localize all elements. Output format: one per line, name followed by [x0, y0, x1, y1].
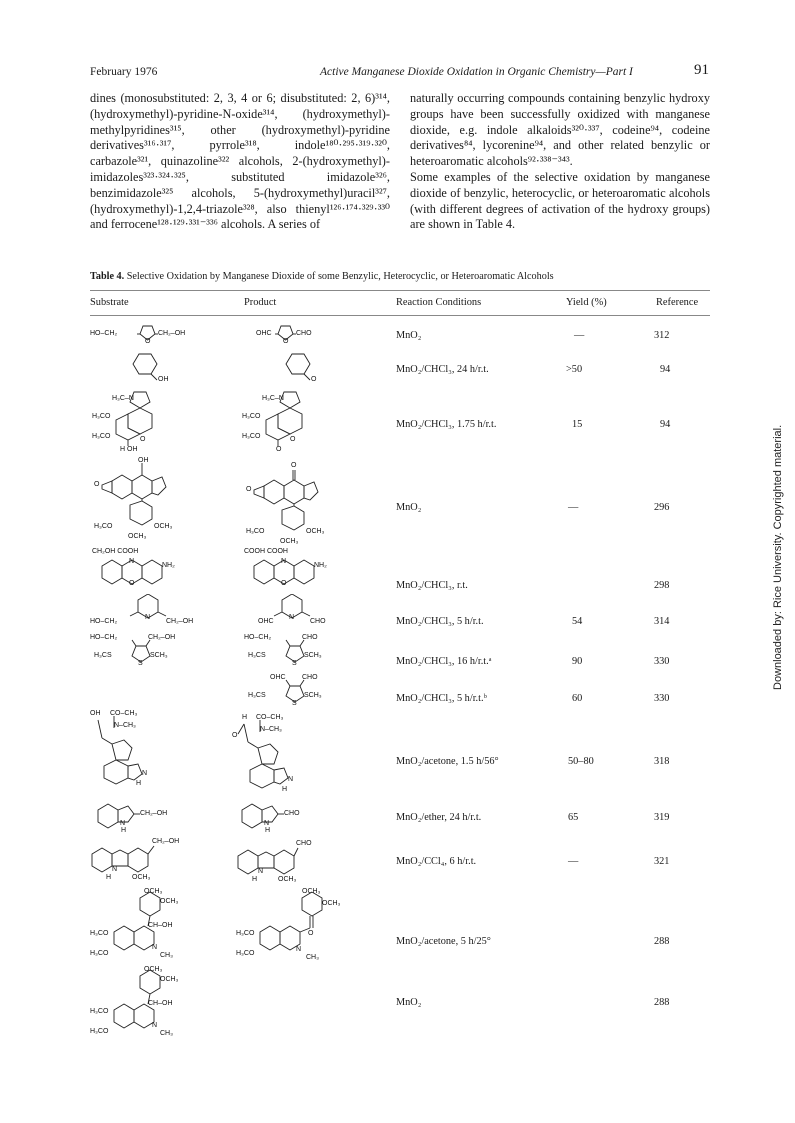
row9-yield: 50–80 [568, 756, 594, 767]
row1-conditions: MnO₂ [396, 330, 422, 341]
row3-conditions: MnO₂/CHCl₃, 1.75 h/r.t. [396, 419, 497, 430]
substrate-cyclic-hemiacetal: OH [125, 350, 185, 386]
product-thiophene-dialdehyde: OHC CHO H₃CS S SCH₃ [248, 674, 322, 707]
col-header-substrate: Substrate [90, 297, 129, 308]
product-isoquinoline-ketone: OCH₃ OCH₃ H₃CO O H₃CO N CH₃ [236, 888, 341, 961]
table-caption-label: Table 4. [90, 271, 125, 282]
row9-conditions: MnO₂/acetone, 1.5 h/56° [396, 756, 499, 767]
row8-reference: 330 [654, 693, 670, 704]
substrate-carbazole-methanol: CH₂–OH N H OCH₃ [90, 836, 190, 884]
left-column [90, 91, 390, 233]
row11-conditions: MnO₂/CCl₄, 6 h/r.t. [396, 856, 477, 867]
row6-yield: 54 [572, 616, 583, 627]
row1-reference: 312 [654, 330, 670, 341]
substrate-phenoxazine: CH₂OH COOH N NH₂ O [92, 548, 175, 587]
product-indole-aldehyde: CHO N H [240, 800, 340, 834]
substrate-podophyllotoxin: OH O H₃CO OCH₃ OCH₃ [94, 457, 173, 540]
row10-conditions: MnO₂/ether, 24 h/r.t. [396, 812, 482, 823]
row4-reference: 296 [654, 502, 670, 513]
table-top-rule [90, 290, 710, 291]
row5-reference: 298 [654, 580, 670, 591]
row2-reference: 94 [660, 364, 671, 375]
row2-yield: >50 [566, 364, 583, 375]
col-header-yield: Yield (%) [566, 297, 607, 308]
running-header-date: February 1976 [90, 66, 158, 78]
product-podophyllotoxone: O O H₃CO OCH₃ OCH₃ [246, 462, 325, 545]
product-phenoxazine: COOH COOH N NH₂ O [244, 548, 327, 587]
product-thiophene-monoaldehyde: HO–CH₂ CHO H₃CS S SCH₃ [244, 634, 322, 667]
row10-yield: 65 [568, 812, 579, 823]
product-furan-dialdehyde: OHC O CHO [244, 322, 334, 346]
row7-conditions: MnO₂/CHCl₃, 16 h/r.t.ᵃ [396, 656, 492, 667]
substrate-lycorenine: H₃C–N H₃CO H₃CO O H OH [90, 386, 190, 456]
row3-yield: 15 [572, 419, 583, 430]
row3-reference: 94 [660, 419, 671, 430]
product-pyridine-dialdehyde: OHC N CHO [256, 594, 346, 630]
row11-yield: — [568, 856, 579, 867]
page-number: 91 [694, 62, 709, 78]
row1-yield: — [574, 330, 585, 341]
col-header-product: Product [244, 297, 277, 308]
substrate-indole-methanol: CH₂–OH N H [96, 800, 196, 834]
substrate-ergoline-alcohol: OH CO–CH₃ N–CH₃ N H [90, 710, 148, 787]
row13-conditions: MnO₂ [396, 997, 422, 1008]
download-watermark: Downloaded by: Rice University. Copyrighted material. [772, 424, 784, 690]
row8-conditions: MnO₂/CHCl₃, 5 h/r.t.ᵇ [396, 693, 487, 704]
row8-yield: 60 [572, 693, 583, 704]
product-lycorenine-lactone: H₃C–N H₃CO H₃CO O O [240, 386, 340, 456]
row5-conditions: MnO₂/CHCl₃, r.t. [396, 580, 468, 591]
table-caption-text: Selective Oxidation by Manganese Dioxide of some Benzylic, Heterocyclic, or Heteroaromatic Alcohols [126, 271, 554, 282]
row2-conditions: MnO₂/CHCl₃, 24 h/r.t. [396, 364, 489, 375]
right-column [410, 91, 710, 233]
row10-reference: 319 [654, 812, 670, 823]
product-ergoline-ketone: H CO–CH₃ O N–CH₃ N H [232, 714, 294, 793]
row13-reference: 288 [654, 997, 670, 1008]
row7-reference: 330 [654, 656, 670, 667]
running-header-title: Active Manganese Dioxide Oxidation in Organic Chemistry—Part I [320, 66, 633, 78]
row6-conditions: MnO₂/CHCl₃, 5 h/r.t. [396, 616, 484, 627]
row12-reference: 288 [654, 936, 670, 947]
left-paragraph: dines (monosubstituted: 2, 3, 4 or 6; disubstituted: 2, 6)³¹⁴, (hydroxymethyl)-pyridine-N-oxide³¹⁴, (hydroxymethyl)-methylpyridines³¹⁵, other (hydroxymethyl)-pyridine derivatives³¹⁶·³¹⁷, pyrrole³¹⁸, indole¹⁸⁰·²⁹⁵·³¹⁹·³²⁰, carbazole³²¹, quinazoline³²² alcohols, 2-(hydroxymethyl)-imidazoles³²³·³²⁴·³²⁵, substituted imidazole³²⁶, benzimidazole³²⁵ alcohols, 5-(hydroxymethyl)uracil³²⁷, (hydroxymethyl)-1,2,4-triazole³²⁸, also thienyl¹²⁶·¹⁷⁴·³²⁹·³³⁰ and ferrocene¹²⁸·¹²⁹·³³¹⁻³³⁶ alcohols. A series of [90, 91, 390, 232]
col-header-conditions: Reaction Conditions [396, 297, 482, 308]
col-header-reference: Reference [656, 297, 699, 308]
row4-yield: — [568, 502, 579, 513]
row12-conditions: MnO₂/acetone, 5 h/25° [396, 936, 491, 947]
row6-reference: 314 [654, 616, 670, 627]
substrate-isoquinoline-alcohol-2: OCH₃ OCH₃ H₃CO CH–OH H₃CO N CH₃ [90, 966, 179, 1037]
table-header-rule [90, 315, 710, 316]
row11-reference: 321 [654, 856, 670, 867]
substrate-pyridine-diol: HO–CH₂ N CH₂–OH [90, 594, 200, 630]
table-caption [90, 271, 554, 282]
row9-reference: 318 [654, 756, 670, 767]
substrate-thiophene-diol: HO–CH₂ CH₂–OH H₃CS S SCH₃ [90, 634, 176, 667]
product-carbazole-aldehyde: CHO N H OCH₃ [236, 838, 336, 886]
substrate-isoquinoline-alcohol: OCH₃ OCH₃ H₃CO CH–OH H₃CO N CH₃ [90, 888, 179, 959]
row7-yield: 90 [572, 656, 583, 667]
right-paragraph-2: Some examples of the selective oxidation by manganese dioxide of benzylic, heterocyclic, or heteroaromatic alcohols (with different degrees of activation of the hydroxy groups) are shown in Table 4. [410, 169, 710, 232]
product-lactone: O [278, 350, 338, 386]
right-paragraph-1: naturally occurring compounds containing benzylic hydroxy groups have been successfully oxidized with manganese dioxide, e.g. indole alkaloids³²⁰·³³⁷, codeine⁹⁴, codeine derivatives⁸⁴, lycorenine⁹⁴, and other related benzylic or heteroaromatic alcohols⁹²·³³⁸⁻³⁴³. [410, 91, 710, 169]
substrate-furan-diol: HO–CH₂ O CH₂–OH [90, 322, 200, 346]
row4-conditions: MnO₂ [396, 502, 422, 513]
